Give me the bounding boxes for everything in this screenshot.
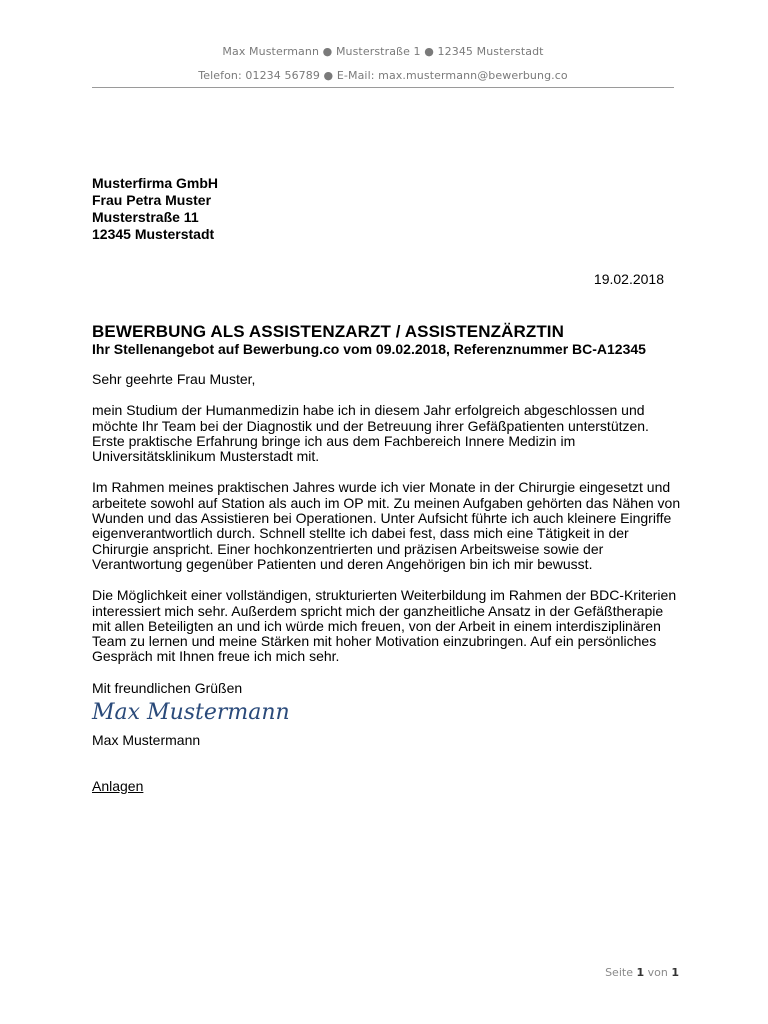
sender-name: Max Mustermann [92, 732, 201, 748]
letter-date: 19.02.2018 [593, 271, 664, 287]
sender-address-line: Max Mustermann ● Musterstraße 1 ● 12345 Musterstadt [222, 45, 544, 58]
attachments-link[interactable]: Anlagen [92, 778, 144, 794]
body-paragraph-1: mein Studium der Humanmedizin habe ich in diesem Jahr erfolgreich abgeschlossen und möchte Ihr Team bei der Diagnostik und der Betreuung ihrer Gefäßpatienten unterstützen. Erste praktische Erfahrung bringe ich aus dem Fachbereich Innere Medizin im Universitätsklinikum Musterstadt mit. [92, 402, 649, 465]
sender-header [92, 40, 674, 88]
handwritten-signature: Max Mustermann [92, 700, 290, 725]
recipient-address [92, 175, 218, 243]
letter-body [92, 372, 682, 681]
subject-reference: Ihr Stellenangebot auf Bewerbung.co vom 09.02.2018, Referenznummer BC-A12345 [92, 341, 646, 357]
body-paragraph-2: Im Rahmen meines praktischen Jahres wurde ich vier Monate in der Chirurgie eingesetzt und arbeitete sowohl auf Station als auch im OP mit. Zu meinen Aufgaben gehörten das Nähen von Wunden und das Assistieren bei Operationen. Unter Aufsicht führte ich auch kleinere Eingriffe eigenverantwortlich durch. Schnell stellte ich dabei fest, dass mich eine Tätigkeit in der Chirurgie anspricht. Einer hochkonzentrierten und präzisen Arbeitsweise sowie der Verantwortung gegenüber Patienten und deren Angehörigen bin ich mir bewusst. [92, 479, 681, 572]
salutation: Sehr geehrte Frau Muster, [92, 371, 256, 387]
recipient-street: Musterstraße 11 [92, 209, 199, 225]
body-paragraph-3: Die Möglichkeit einer vollständigen, strukturierten Weiterbildung im Rahmen der BDC-Kriterien interessiert mich sehr. Außerdem spricht mich der ganzheitliche Ansatz in der Gefäßtherapie mit allen Beteiligten an und ich würde mich freuen, von der Arbeit in einem interdisziplinären Team zu lernen und meine Stärken mit hoher Motivation einzubringen. Auf ein persönliches Gespräch mit Ihnen freue ich mich sehr. [92, 587, 677, 665]
closing-phrase: Mit freundlichen Grüßen [92, 680, 243, 696]
recipient-city: 12345 Musterstadt [92, 226, 215, 242]
page-prefix: Seite [605, 966, 633, 979]
page-number [605, 966, 679, 979]
subject-title: BEWERBUNG ALS ASSISTENZARZT / ASSISTENZÄRZTIN [92, 322, 564, 341]
header-divider [92, 87, 674, 88]
total-pages: 1 [671, 966, 679, 979]
sender-contact-line: Telefon: 01234 56789 ● E-Mail: max.mustermann@bewerbung.co [198, 69, 568, 82]
subject-block [92, 322, 692, 357]
current-page: 1 [636, 966, 645, 979]
recipient-person: Frau Petra Muster [92, 192, 212, 208]
recipient-company: Musterfirma GmbH [92, 175, 219, 191]
page-of: von [647, 966, 668, 979]
